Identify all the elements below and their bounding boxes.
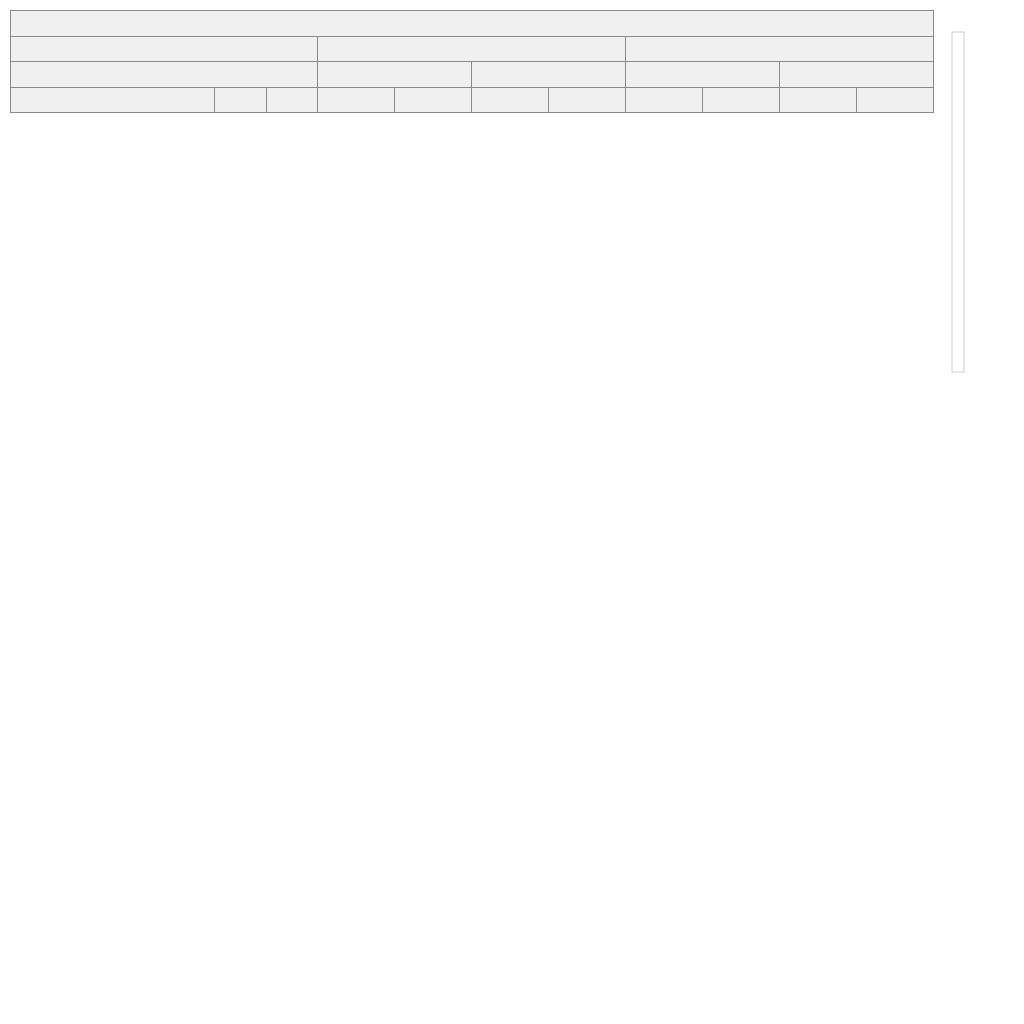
colorbar-gradient: [952, 32, 964, 372]
std-low-oblique2-header: [703, 87, 780, 113]
std-high-oblique2-header: [857, 87, 934, 113]
site-info-header: [11, 62, 318, 88]
std-dev-header: [626, 36, 934, 62]
std-low-oblique1-header: [626, 87, 703, 113]
city-column-header: [11, 87, 215, 113]
avg-low-mode-header: [318, 62, 472, 88]
avg-low-oblique1-header: [318, 87, 395, 113]
table-title: [11, 11, 934, 37]
std-high-mode-header: [780, 62, 934, 88]
std-low-mode-header: [626, 62, 780, 88]
avg-high-mode-header: [472, 62, 626, 88]
average-header: [318, 36, 626, 62]
avg-high-oblique1-header: [472, 87, 549, 113]
avg-low-oblique2-header: [395, 87, 472, 113]
date-range: [11, 36, 318, 62]
stats-table: [10, 10, 934, 113]
avg-high-oblique2-header: [549, 87, 626, 113]
std-high-oblique1-header: [780, 87, 857, 113]
id-column-header: [215, 87, 267, 113]
colorbar: [948, 22, 1024, 382]
freq-column-header: [267, 87, 318, 113]
